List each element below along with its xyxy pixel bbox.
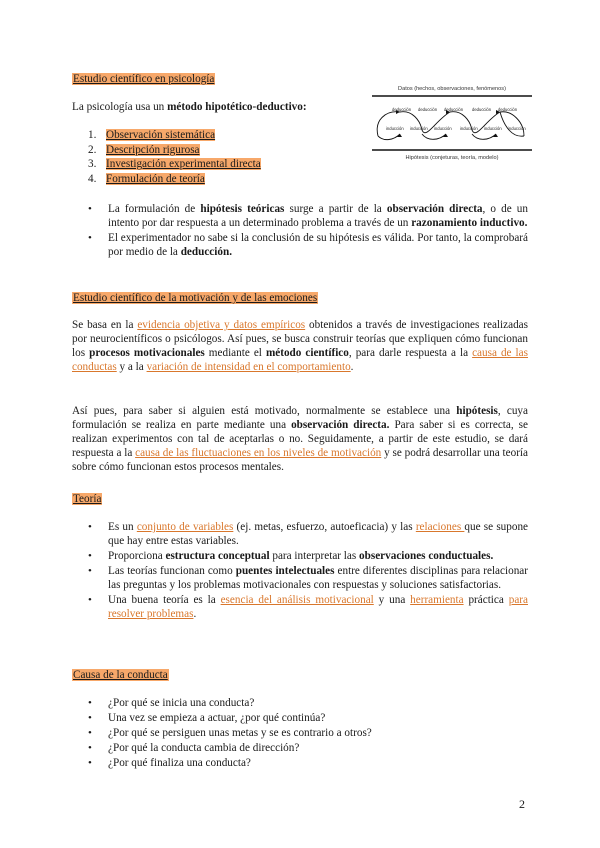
deduccion-label: deducción <box>418 107 438 112</box>
step-item: 1. Observación sistemática <box>88 129 216 141</box>
list-item: • Proporciona estructura conceptual para interpretar las observaciones conductuales. <box>72 549 528 563</box>
induccion-label: inducción <box>410 126 428 131</box>
step-item: 2. Descripción rigurosa <box>88 143 200 156</box>
motivation-paragraph-2: Así pues, para saber si alguien está motivado, normalmente se establece una hipótesis, cuya formulación se realiza en parte mediante una observación directa. Para saber si es correcta, se realizan experimentos con tal de aceptarlas o no. Seguidamente, a partir de este estudio, se dará respuesta a la causa de las fluctuaciones en los niveles de motivación y se podrá desarrollar una teoría sobre cómo funcionan estos procesos mentales. <box>72 405 529 473</box>
list-item: • Las teorías funcionan como puentes intelectuales entre diferentes disciplinas para relacionar las preguntas y los problemas motivacionales con respuestas y soluciones satisfactorias. <box>72 564 528 592</box>
step-item: 4. Formulación de teoría <box>88 172 205 185</box>
list-item: • ¿Por qué se persiguen unas metas y se es contrario a otros? <box>72 726 528 740</box>
link-causa-conductas[interactable]: causa de las conductas <box>72 347 528 373</box>
link-esencia-analisis[interactable]: esencia del análisis motivacional <box>220 594 374 606</box>
induccion-label: inducción <box>434 126 452 131</box>
page-number: 2 <box>519 797 525 811</box>
section-heading-estudio-cientifico: Estudio científico en psicología <box>73 73 215 85</box>
deduccion-label: deducción <box>392 107 412 112</box>
intro-paragraph: La psicología usa un método hipotético-deductivo: <box>72 101 307 113</box>
motivation-paragraph-1: Se basa en la evidencia objetiva y datos empíricos obtenidos a través de investigaciones realizadas por neurocientíficos o psicólogos. Así pues, se busca construir teorías que expliquen cómo funcionan los procesos motivacionales mediante el método científico, para darle respuesta a la causa de las conductas y a la variación de intensidad en el comportamiento. <box>72 319 528 373</box>
diagram-bottom-label: Hipótesis (conjeturas, teoría, modelo) <box>405 155 499 161</box>
link-conjunto-variables[interactable]: conjunto de variables <box>136 521 234 533</box>
link-evidencia[interactable]: evidencia objetiva y datos empíricos <box>137 319 306 331</box>
link-herramienta[interactable]: herramienta <box>410 594 464 606</box>
hypothesis-bullets <box>72 202 528 260</box>
list-item: • ¿Por qué se inicia una conducta? <box>72 696 528 710</box>
link-resolver-problemas[interactable]: para resolver problemas <box>108 594 528 620</box>
hypothetico-deductive-diagram <box>372 80 532 164</box>
section-heading-causa-conducta: Causa de la conducta <box>73 669 168 681</box>
deduccion-label: deducción <box>472 107 492 112</box>
deduccion-label: deducción <box>444 107 464 112</box>
link-variacion-intensidad[interactable]: variación de intensidad en el comportamiento <box>146 361 351 373</box>
section-heading-motivacion: Estudio científico de la motivación y de las emociones <box>73 292 318 304</box>
list-item: • La formulación de hipótesis teóricas surge a partir de la observación directa, o de un intento por dar respuesta a un determinado problema a través de un razonamiento inductivo. <box>72 202 528 230</box>
induccion-label: inducción <box>460 126 478 131</box>
question-bullets <box>72 696 528 771</box>
link-relaciones[interactable]: relaciones <box>415 521 465 533</box>
deduccion-label: deducción <box>498 107 518 112</box>
list-item: • ¿Por qué finaliza una conducta? <box>72 756 528 770</box>
induccion-label: inducción <box>386 126 404 131</box>
induccion-label: inducción <box>508 126 526 131</box>
method-steps-list <box>72 128 261 186</box>
list-item: • El experimentador no sabe si la conclusión de su hipótesis es válida. Por tanto, la comprobará por medio de la deducción. <box>72 231 528 259</box>
link-causa-fluctuaciones[interactable]: causa de las fluctuaciones en los niveles de motivación <box>135 447 382 459</box>
induccion-label: inducción <box>484 126 502 131</box>
step-item: 3. Investigación experimental directa <box>88 158 261 170</box>
list-item: • Es un conjunto de variables (ej. metas, esfuerzo, autoeficacia) y las relaciones que se supone que hay entre estas variables. <box>72 520 528 548</box>
list-item: • ¿Por qué la conducta cambia de dirección? <box>72 741 528 755</box>
theory-bullets <box>72 520 528 622</box>
list-item: • Una buena teoría es la esencia del análisis motivacional y una herramienta práctica para resolver problemas. <box>72 593 528 621</box>
diagram-top-label: Datos (hechos, observaciones, fenómenos) <box>398 86 506 92</box>
list-item: • Una vez se empieza a actuar, ¿por qué continúa? <box>72 711 528 725</box>
section-heading-teoria: Teoría <box>73 493 102 505</box>
